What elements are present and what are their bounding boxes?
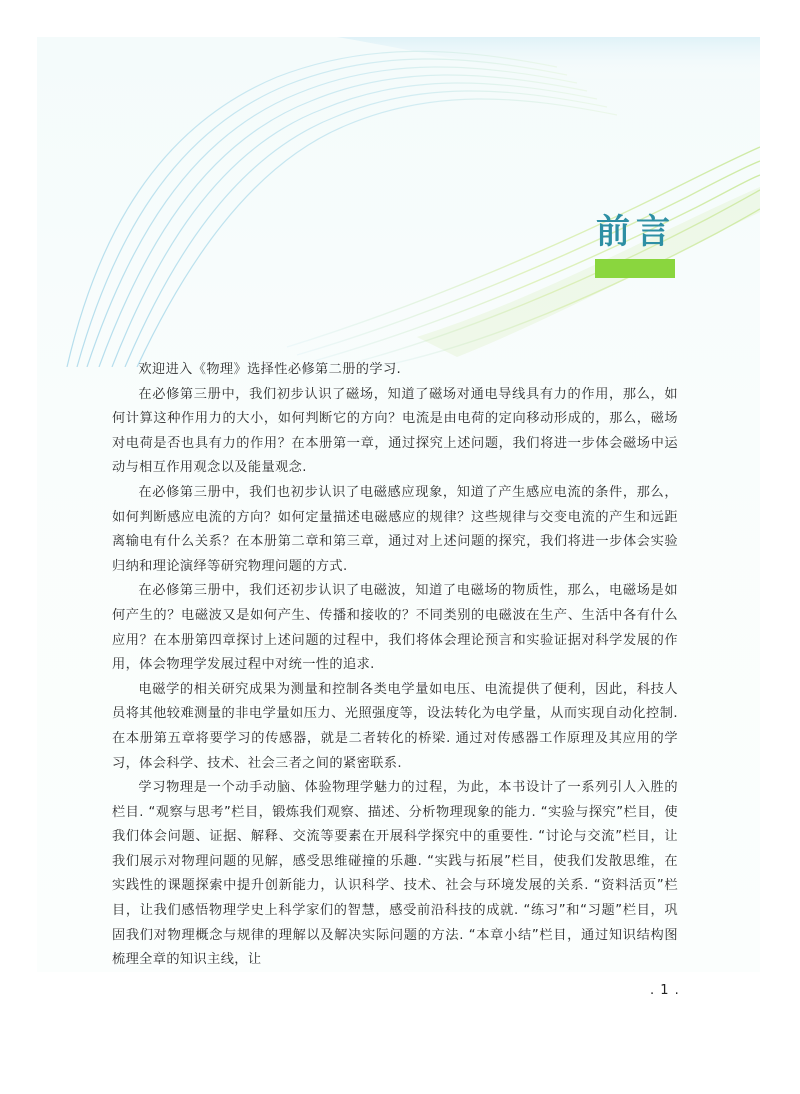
paragraph: 学习物理是一个动手动脑、体验物理学魅力的过程，为此，本书设计了一系列引人入胜的栏目. “观察与思考”栏目，锻炼我们观察、描述、分析物理现象的能力. “实验与探究”栏目，使我们体会问题、证据、解释、交流等要素在开展科学探究中的重要性. “讨论与交流”栏目，让我们展示对物理问题的见解，感受思维碰撞的乐趣. “实践与拓展”栏目，使我们发散思维，在实践性的课题探索中提升创新能力，认识科学、技术、社会与环境发展的关系. “资料活页”栏目，让我们感悟物理学史上科学家们的智慧，感受前沿科技的成就. “练习”和“习题”栏目，巩固我们对物理概念与规律的理解以及解决实际问题的方法. “本章小结”栏目，通过知识结构图梳理全章的知识主线，让 [112, 780, 678, 968]
paragraph: 在必修第三册中，我们还初步认识了电磁波，知道了电磁场的物质性，那么，电磁场是如何产生的？电磁波又是如何产生、传播和接收的？不同类别的电磁波在生产、生活中各有什么应用？在本册第四章探讨上述问题的过程中，我们将体会理论预言和实验证据对科学发展的作用，体会物理学发展过程中对统一性的追求. [112, 583, 678, 673]
paragraph: 在必修第三册中，我们初步认识了磁场，知道了磁场对通电导线具有力的作用，那么，如何计算这种作用力的大小，如何判断它的方向？电流是由电荷的定向移动形成的，那么，磁场对电荷是否也具有力的作用？在本册第一章，通过探究上述问题，我们将进一步体会磁场中运动与相互作用观念以及能量观念. [112, 386, 678, 476]
page-number: . 1 . [650, 983, 680, 998]
paragraph: 在必修第三册中，我们也初步认识了电磁感应现象，知道了产生感应电流的条件，那么，如何判断感应电流的方向？如何定量描述电磁感应的规律？这些规律与交变电流的产生和远距离输电有什么关系？在本册第二章和第三章，通过对上述问题的探究，我们将进一步体会实验归纳和理论演绎等研究物理问题的方式. [112, 484, 678, 574]
decorative-wave-graphic [37, 37, 760, 367]
paragraph: 电磁学的相关研究成果为测量和控制各类电学量如电压、电流提供了便利，因此，科技人员将其他较难测量的非电学量如压力、光照强度等，设法转化为电学量，从而实现自动化控制. 在本册第五章将要学习的传感器，就是二者转化的桥梁. 通过对传感器工作原理及其应用的学习，体会科学、技术、社会三者之间的紧密联系. [112, 681, 678, 771]
page-title: 前言 [596, 212, 676, 252]
title-underline-bar [595, 259, 675, 278]
paragraph: 欢迎进入《物理》选择性必修第二册的学习. [138, 362, 402, 377]
preface-body [112, 358, 678, 973]
